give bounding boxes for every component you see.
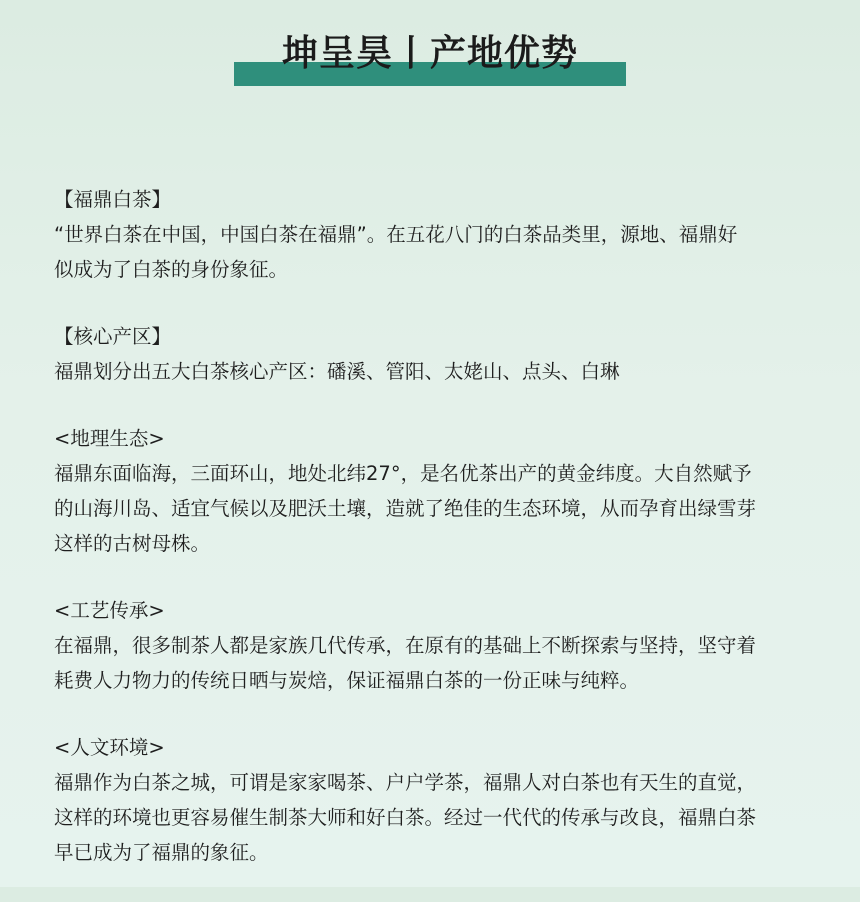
article-body — [54, 182, 824, 902]
paragraph-line: 福鼎划分出五大白茶核心产区：磻溪、管阳、太姥山、点头、白琳 — [54, 360, 620, 383]
section-heading: <工艺传承> — [54, 599, 165, 622]
section-fuding-white-tea — [54, 182, 824, 287]
paragraph-line: 在福鼎，很多制茶人都是家族几代传承，在原有的基础上不断探索与坚持，坚守着 — [54, 634, 757, 657]
paragraph-line: 早已成为了福鼎的象征。 — [54, 841, 269, 864]
section-heading: 【福鼎白茶】 — [54, 188, 172, 211]
section-heading: 【核心产区】 — [54, 325, 172, 348]
section-craft-heritage — [54, 593, 824, 698]
paragraph-line: 似成为了白茶的身份象征。 — [54, 258, 289, 281]
paragraph-line: “世界白茶在中国，中国白茶在福鼎”。在五花八门的白茶品类里，源地、福鼎好 — [54, 223, 738, 246]
section-core-region — [54, 319, 824, 389]
section-heading: <地理生态> — [54, 427, 165, 450]
paragraph-line: 这样的环境也更容易催生制茶大师和好白茶。经过一代代的传承与改良，福鼎白茶 — [54, 806, 757, 829]
paragraph-line: 的山海川岛、适宜气候以及肥沃土壤，造就了绝佳的生态环境，从而孕育出绿雪芽 — [54, 497, 757, 520]
section-cultural-environment — [54, 730, 824, 870]
paragraph-line: 耗费人力物力的传统日晒与炭焙，保证福鼎白茶的一份正味与纯粹。 — [54, 669, 640, 692]
paragraph-line: 福鼎作为白茶之城，可谓是家家喝茶、户户学茶，福鼎人对白茶也有天生的直觉， — [54, 771, 757, 794]
paragraph-line: 这样的古树母株。 — [54, 532, 211, 555]
page-title: 坤呈昊丨产地优势 — [281, 33, 578, 74]
paragraph-line: 福鼎东面临海，三面环山，地处北纬27°，是名优茶出产的黄金纬度。大自然赋予 — [54, 462, 752, 485]
page-header — [0, 26, 860, 90]
section-heading: <人文环境> — [54, 736, 165, 759]
section-geography-ecology — [54, 421, 824, 561]
